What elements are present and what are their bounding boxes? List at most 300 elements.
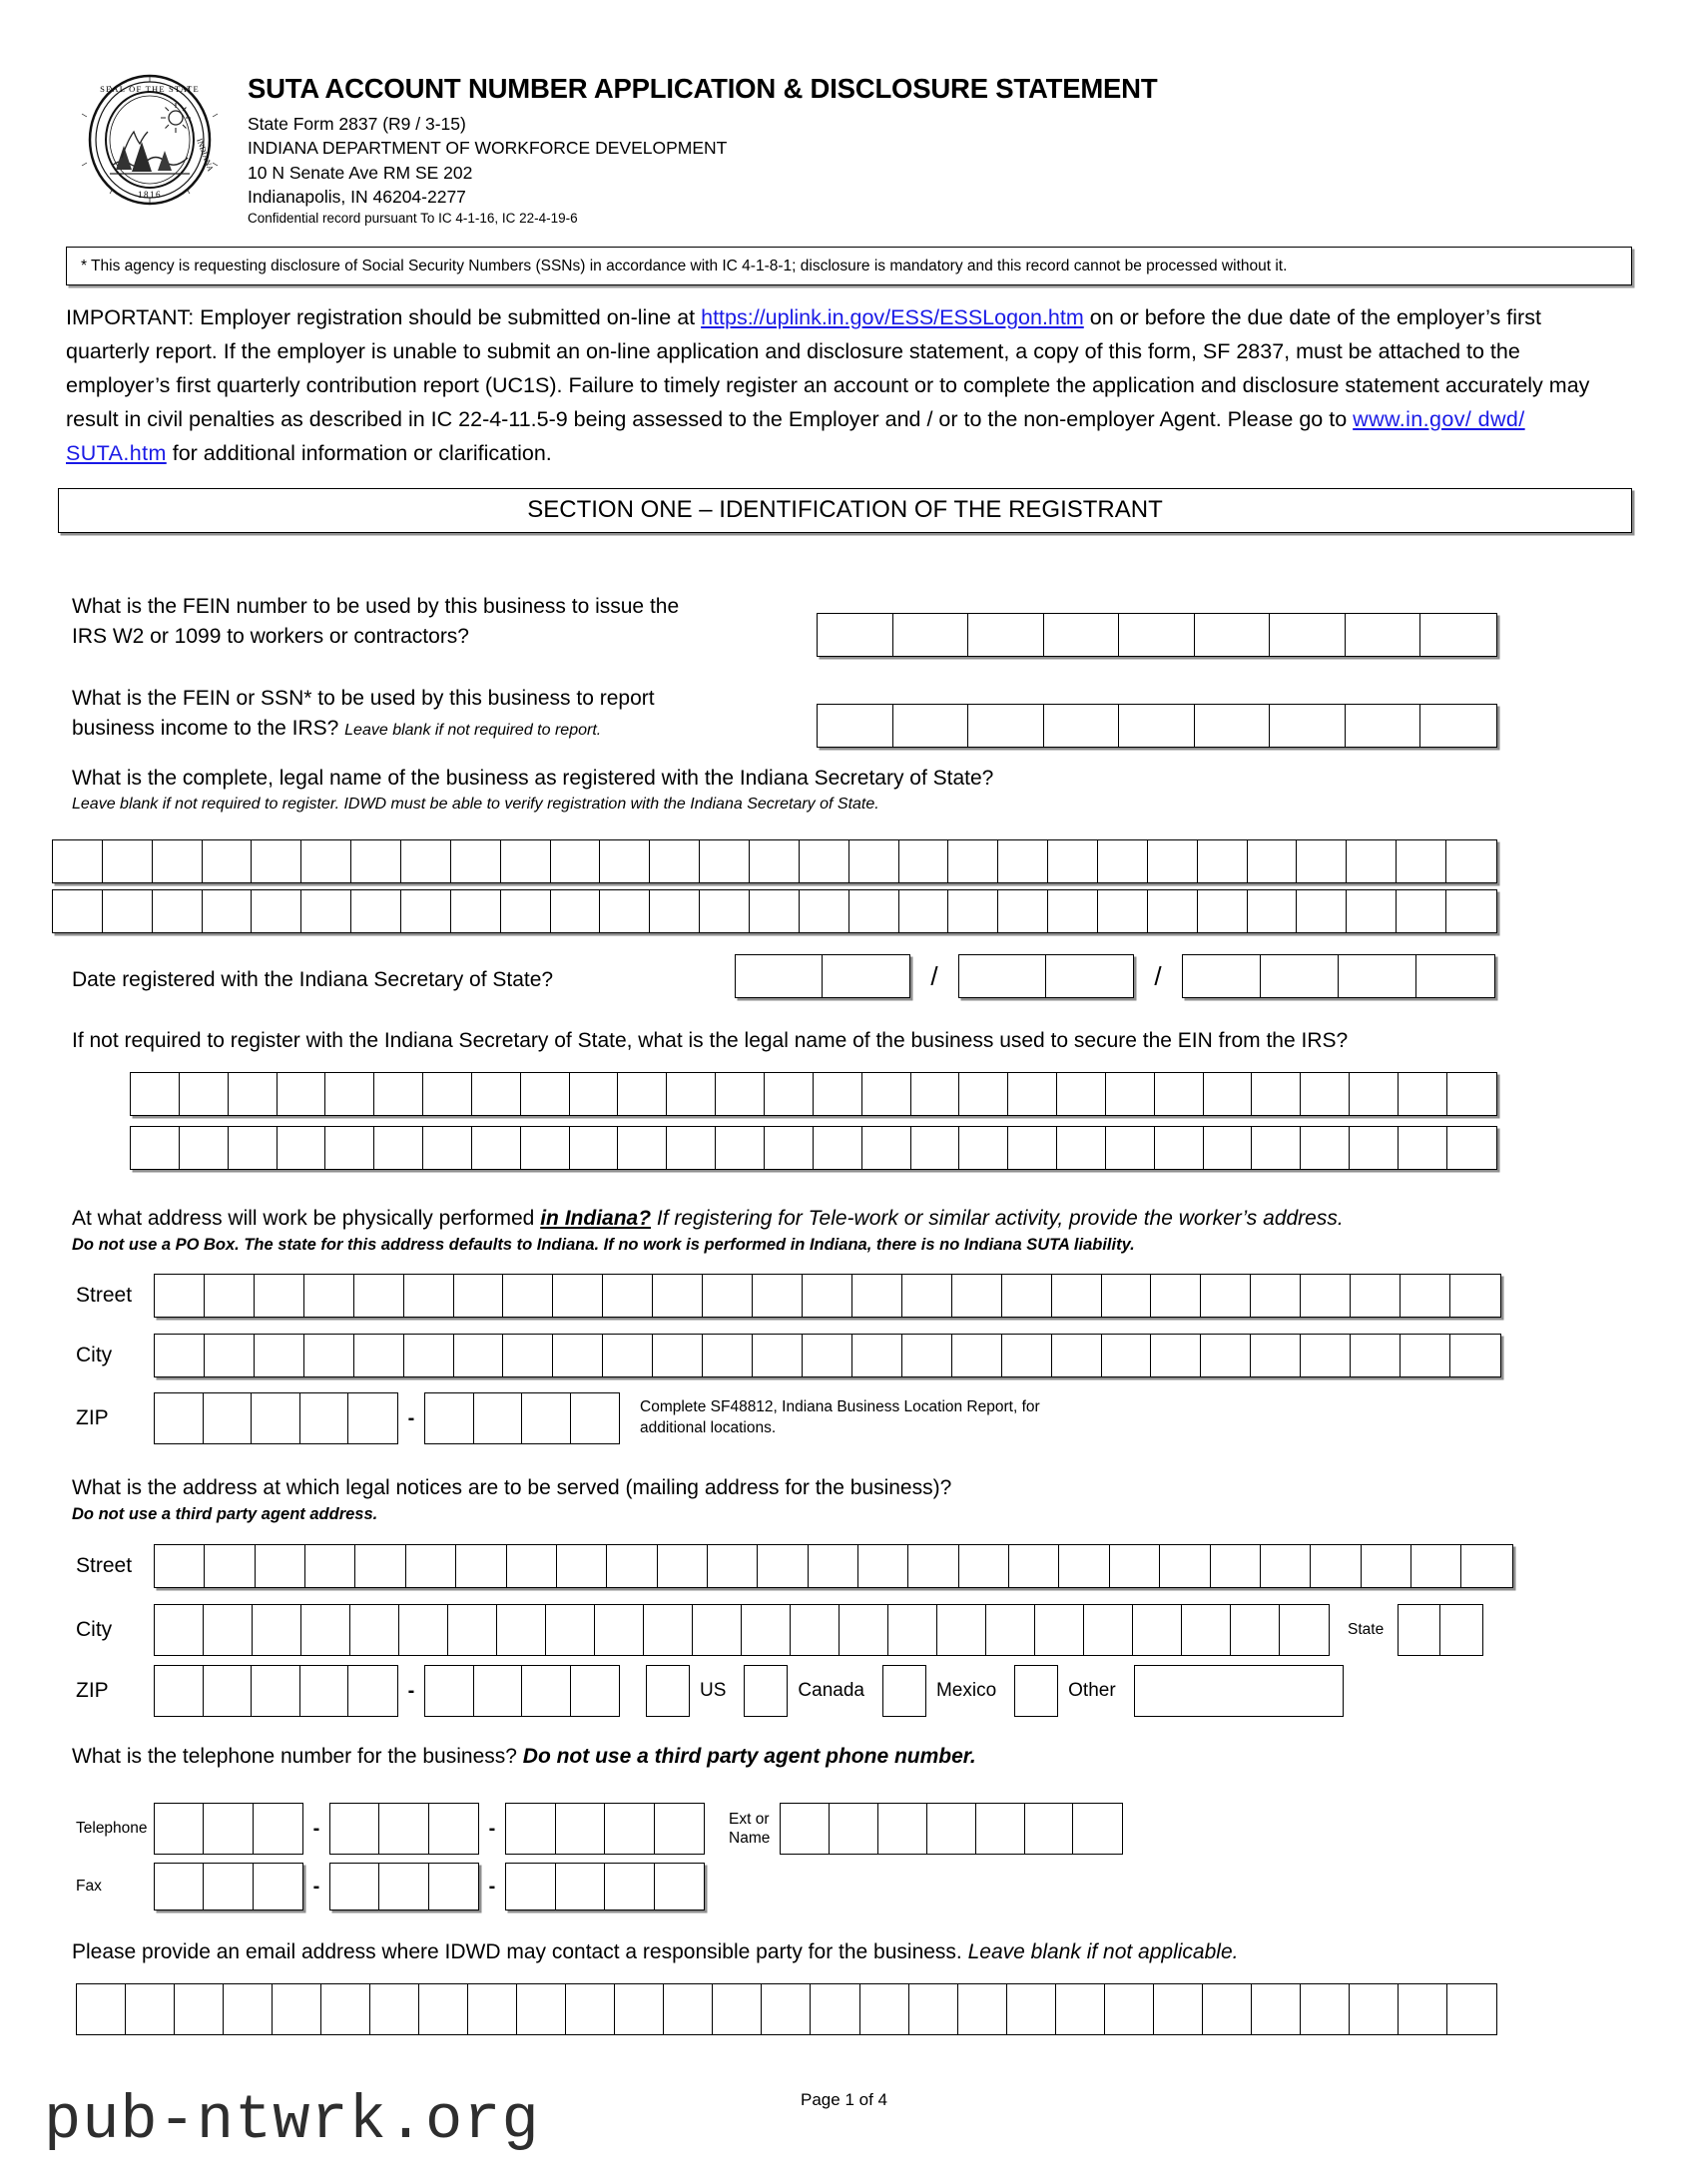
char-cell[interactable] (350, 1605, 399, 1655)
char-cell[interactable] (818, 705, 893, 747)
char-cell[interactable] (423, 1127, 472, 1169)
char-cell[interactable] (429, 1804, 478, 1854)
char-cell[interactable] (600, 840, 650, 882)
char-cell[interactable] (902, 1275, 952, 1317)
char-cell[interactable] (254, 1804, 302, 1854)
char-cell[interactable] (781, 1804, 830, 1854)
char-cell[interactable] (703, 1275, 753, 1317)
char-cell[interactable] (1110, 1545, 1160, 1587)
char-cell[interactable] (1151, 1275, 1201, 1317)
char-cell[interactable] (1198, 840, 1248, 882)
char-cell[interactable] (1261, 1545, 1311, 1587)
char-cell[interactable] (325, 1073, 374, 1115)
char-cell[interactable] (155, 1804, 204, 1854)
char-cell[interactable] (1347, 890, 1397, 932)
char-cell[interactable] (830, 1804, 878, 1854)
char-cell[interactable] (791, 1605, 840, 1655)
char-cell[interactable] (650, 840, 700, 882)
char-cell[interactable] (429, 1864, 478, 1910)
char-cell[interactable] (603, 1275, 653, 1317)
char-cell[interactable] (506, 1864, 556, 1910)
char-cell[interactable] (1048, 840, 1098, 882)
char-cell[interactable] (404, 1335, 454, 1376)
char-cell[interactable] (605, 1804, 655, 1854)
char-cell[interactable] (570, 1073, 619, 1115)
char-cell[interactable] (1261, 955, 1339, 997)
char-cell[interactable] (908, 1545, 958, 1587)
char-cell[interactable] (948, 840, 998, 882)
char-cell[interactable] (374, 1127, 423, 1169)
country-checkbox-other[interactable] (1014, 1665, 1058, 1717)
char-cell[interactable] (899, 840, 949, 882)
char-cell[interactable] (204, 1605, 253, 1655)
char-cell[interactable] (803, 1335, 852, 1376)
char-cell[interactable] (406, 1545, 456, 1587)
char-cell[interactable] (175, 1984, 224, 2034)
char-cell[interactable] (1251, 1335, 1301, 1376)
char-cell[interactable] (224, 1984, 273, 2034)
char-cell[interactable] (155, 1335, 205, 1376)
char-cell[interactable] (814, 1127, 862, 1169)
char-cell[interactable] (254, 1864, 302, 1910)
char-cell[interactable] (273, 1984, 321, 2034)
char-cell[interactable] (155, 1666, 204, 1716)
char-cell[interactable] (1446, 890, 1496, 932)
char-cell[interactable] (53, 890, 103, 932)
char-cell[interactable] (155, 1275, 205, 1317)
char-cell[interactable] (252, 840, 301, 882)
char-cell[interactable] (556, 1804, 606, 1854)
char-cell[interactable] (501, 890, 551, 932)
uplink-logon-link[interactable]: https://uplink.in.gov/ESS/ESSLogon.htm (701, 305, 1084, 330)
char-cell[interactable] (1154, 1984, 1203, 2034)
char-cell[interactable] (952, 1335, 1002, 1376)
fein-ssn-input-grid[interactable] (817, 704, 1497, 748)
char-cell[interactable] (474, 1666, 523, 1716)
work-street-input-grid[interactable] (154, 1274, 1501, 1318)
char-cell[interactable] (252, 890, 301, 932)
char-cell[interactable] (860, 1984, 909, 2034)
char-cell[interactable] (204, 1393, 253, 1443)
char-cell[interactable] (1148, 840, 1198, 882)
char-cell[interactable] (1301, 1073, 1350, 1115)
char-cell[interactable] (301, 840, 351, 882)
char-cell[interactable] (1155, 1073, 1204, 1115)
char-cell[interactable] (1119, 614, 1195, 656)
char-cell[interactable] (451, 840, 501, 882)
char-cell[interactable] (818, 614, 893, 656)
char-cell[interactable] (155, 1393, 204, 1443)
char-cell[interactable] (644, 1605, 693, 1655)
char-cell[interactable] (878, 1804, 927, 1854)
fax-prefix-grid[interactable] (329, 1863, 479, 1911)
char-cell[interactable] (1350, 1984, 1399, 2034)
char-cell[interactable] (849, 890, 899, 932)
char-cell[interactable] (423, 1073, 472, 1115)
email-input-grid[interactable] (76, 1983, 1497, 2035)
char-cell[interactable] (1203, 1984, 1252, 2034)
char-cell[interactable] (1007, 1984, 1056, 2034)
mailing-zip-input-grid[interactable] (154, 1665, 398, 1717)
char-cell[interactable] (419, 1984, 468, 2034)
char-cell[interactable] (1102, 1335, 1152, 1376)
char-cell[interactable] (862, 1127, 911, 1169)
char-cell[interactable] (742, 1605, 791, 1655)
legal-name-grid-row2[interactable] (52, 889, 1497, 933)
char-cell[interactable] (205, 1275, 255, 1317)
char-cell[interactable] (700, 890, 750, 932)
char-cell[interactable] (256, 1545, 305, 1587)
char-cell[interactable] (77, 1984, 126, 2034)
char-cell[interactable] (153, 840, 203, 882)
char-cell[interactable] (379, 1864, 428, 1910)
char-cell[interactable] (1301, 1984, 1350, 2034)
char-cell[interactable] (1106, 1127, 1155, 1169)
char-cell[interactable] (1447, 1127, 1496, 1169)
char-cell[interactable] (1461, 1545, 1511, 1587)
char-cell[interactable] (521, 1073, 570, 1115)
char-cell[interactable] (618, 1127, 667, 1169)
char-cell[interactable] (1301, 1127, 1350, 1169)
char-cell[interactable] (180, 1073, 229, 1115)
char-cell[interactable] (1420, 614, 1496, 656)
char-cell[interactable] (503, 1335, 553, 1376)
char-cell[interactable] (472, 1127, 521, 1169)
char-cell[interactable] (103, 840, 153, 882)
char-cell[interactable] (425, 1666, 474, 1716)
work-zip-input-grid[interactable] (154, 1392, 398, 1444)
char-cell[interactable] (858, 1545, 908, 1587)
char-cell[interactable] (472, 1073, 521, 1115)
char-cell[interactable] (893, 614, 969, 656)
char-cell[interactable] (1450, 1275, 1500, 1317)
char-cell[interactable] (605, 1864, 655, 1910)
char-cell[interactable] (849, 840, 899, 882)
char-cell[interactable] (522, 1393, 571, 1443)
char-cell[interactable] (131, 1127, 180, 1169)
char-cell[interactable] (1270, 705, 1346, 747)
char-cell[interactable] (551, 840, 601, 882)
char-cell[interactable] (762, 1984, 811, 2034)
char-cell[interactable] (522, 1666, 571, 1716)
char-cell[interactable] (1102, 1275, 1152, 1317)
char-cell[interactable] (615, 1984, 664, 2034)
char-cell[interactable] (180, 1127, 229, 1169)
char-cell[interactable] (203, 840, 253, 882)
char-cell[interactable] (1098, 890, 1148, 932)
char-cell[interactable] (708, 1545, 758, 1587)
char-cell[interactable] (506, 1804, 556, 1854)
char-cell[interactable] (655, 1804, 705, 1854)
char-cell[interactable] (959, 1545, 1009, 1587)
char-cell[interactable] (330, 1864, 379, 1910)
char-cell[interactable] (507, 1545, 557, 1587)
char-cell[interactable] (1204, 1127, 1253, 1169)
legal-name-grid-row1[interactable] (52, 839, 1497, 883)
char-cell[interactable] (607, 1545, 657, 1587)
char-cell[interactable] (1446, 840, 1496, 882)
char-cell[interactable] (229, 1073, 278, 1115)
char-cell[interactable] (736, 955, 823, 997)
char-cell[interactable] (1362, 1545, 1411, 1587)
char-cell[interactable] (1002, 1335, 1052, 1376)
char-cell[interactable] (700, 840, 750, 882)
char-cell[interactable] (1098, 840, 1148, 882)
char-cell[interactable] (503, 1275, 553, 1317)
char-cell[interactable] (1044, 705, 1120, 747)
char-cell[interactable] (404, 1275, 454, 1317)
char-cell[interactable] (1106, 1073, 1155, 1115)
char-cell[interactable] (229, 1127, 278, 1169)
char-cell[interactable] (765, 1127, 814, 1169)
char-cell[interactable] (862, 1073, 911, 1115)
char-cell[interactable] (800, 840, 849, 882)
char-cell[interactable] (1148, 890, 1198, 932)
char-cell[interactable] (1025, 1804, 1074, 1854)
char-cell[interactable] (370, 1984, 419, 2034)
char-cell[interactable] (1252, 1073, 1301, 1115)
telephone-prefix-grid[interactable] (329, 1803, 479, 1855)
char-cell[interactable] (203, 890, 253, 932)
char-cell[interactable] (1084, 1605, 1133, 1655)
char-cell[interactable] (1195, 705, 1271, 747)
char-cell[interactable] (823, 955, 909, 997)
char-cell[interactable] (650, 890, 700, 932)
char-cell[interactable] (425, 1393, 474, 1443)
char-cell[interactable] (948, 890, 998, 932)
char-cell[interactable] (252, 1666, 300, 1716)
char-cell[interactable] (1035, 1605, 1084, 1655)
char-cell[interactable] (1009, 1545, 1059, 1587)
char-cell[interactable] (454, 1275, 504, 1317)
char-cell[interactable] (911, 1127, 960, 1169)
char-cell[interactable] (204, 1864, 253, 1910)
char-cell[interactable] (1270, 614, 1346, 656)
char-cell[interactable] (888, 1605, 937, 1655)
char-cell[interactable] (1002, 1275, 1052, 1317)
char-cell[interactable] (1420, 705, 1496, 747)
char-cell[interactable] (1301, 1275, 1351, 1317)
char-cell[interactable] (304, 1335, 354, 1376)
char-cell[interactable] (1151, 1335, 1201, 1376)
char-cell[interactable] (1248, 890, 1298, 932)
char-cell[interactable] (556, 1864, 606, 1910)
char-cell[interactable] (750, 840, 800, 882)
char-cell[interactable] (448, 1605, 497, 1655)
char-cell[interactable] (1052, 1275, 1102, 1317)
char-cell[interactable] (852, 1335, 902, 1376)
suta-info-link[interactable]: www.in.gov/ dwd/ SUTA.htm (66, 406, 1525, 465)
char-cell[interactable] (998, 890, 1048, 932)
char-cell[interactable] (546, 1605, 595, 1655)
ein-name-grid-row1[interactable] (130, 1072, 1497, 1116)
char-cell[interactable] (255, 1335, 304, 1376)
char-cell[interactable] (1182, 1605, 1231, 1655)
char-cell[interactable] (1399, 1073, 1447, 1115)
mailing-zip-plus4-grid[interactable] (424, 1665, 620, 1717)
char-cell[interactable] (1204, 1073, 1253, 1115)
char-cell[interactable] (153, 890, 203, 932)
char-cell[interactable] (1401, 1275, 1450, 1317)
char-cell[interactable] (454, 1335, 504, 1376)
char-cell[interactable] (1052, 1335, 1102, 1376)
char-cell[interactable] (1160, 1545, 1210, 1587)
char-cell[interactable] (1073, 1804, 1122, 1854)
char-cell[interactable] (325, 1127, 374, 1169)
char-cell[interactable] (304, 1275, 354, 1317)
char-cell[interactable] (1008, 1127, 1057, 1169)
char-cell[interactable] (1155, 1127, 1204, 1169)
char-cell[interactable] (852, 1275, 902, 1317)
char-cell[interactable] (1198, 890, 1248, 932)
char-cell[interactable] (653, 1275, 703, 1317)
char-cell[interactable] (703, 1335, 753, 1376)
char-cell[interactable] (1301, 1335, 1351, 1376)
char-cell[interactable] (1133, 1605, 1182, 1655)
char-cell[interactable] (355, 1545, 405, 1587)
char-cell[interactable] (300, 1666, 349, 1716)
char-cell[interactable] (1297, 890, 1347, 932)
char-cell[interactable] (927, 1804, 976, 1854)
char-cell[interactable] (753, 1275, 803, 1317)
char-cell[interactable] (501, 840, 551, 882)
char-cell[interactable] (451, 890, 501, 932)
char-cell[interactable] (803, 1275, 852, 1317)
char-cell[interactable] (1183, 955, 1261, 997)
char-cell[interactable] (716, 1073, 765, 1115)
char-cell[interactable] (976, 1804, 1025, 1854)
char-cell[interactable] (753, 1335, 803, 1376)
char-cell[interactable] (1280, 1605, 1329, 1655)
char-cell[interactable] (379, 1804, 428, 1854)
char-cell[interactable] (765, 1073, 814, 1115)
char-cell[interactable] (667, 1073, 716, 1115)
char-cell[interactable] (1350, 1073, 1399, 1115)
char-cell[interactable] (1057, 1073, 1106, 1115)
char-cell[interactable] (103, 890, 153, 932)
char-cell[interactable] (1351, 1275, 1401, 1317)
char-cell[interactable] (1399, 1605, 1440, 1655)
char-cell[interactable] (937, 1605, 986, 1655)
char-cell[interactable] (911, 1073, 960, 1115)
char-cell[interactable] (205, 1545, 255, 1587)
char-cell[interactable] (401, 840, 451, 882)
char-cell[interactable] (893, 705, 969, 747)
char-cell[interactable] (1411, 1545, 1461, 1587)
char-cell[interactable] (1048, 890, 1098, 932)
char-cell[interactable] (713, 1984, 762, 2034)
char-cell[interactable] (551, 890, 601, 932)
char-cell[interactable] (399, 1605, 448, 1655)
char-cell[interactable] (252, 1393, 300, 1443)
char-cell[interactable] (809, 1545, 858, 1587)
char-cell[interactable] (474, 1393, 523, 1443)
char-cell[interactable] (1347, 840, 1397, 882)
char-cell[interactable] (521, 1127, 570, 1169)
char-cell[interactable] (1339, 955, 1416, 997)
char-cell[interactable] (53, 840, 103, 882)
char-cell[interactable] (131, 1073, 180, 1115)
char-cell[interactable] (1057, 1127, 1106, 1169)
char-cell[interactable] (1447, 1984, 1496, 2034)
country-other-input[interactable] (1134, 1665, 1344, 1717)
char-cell[interactable] (278, 1127, 326, 1169)
char-cell[interactable] (570, 1127, 619, 1169)
char-cell[interactable] (899, 890, 949, 932)
char-cell[interactable] (155, 1864, 204, 1910)
char-cell[interactable] (1119, 705, 1195, 747)
char-cell[interactable] (301, 890, 351, 932)
char-cell[interactable] (750, 890, 800, 932)
fax-line-grid[interactable] (505, 1863, 705, 1911)
char-cell[interactable] (1105, 1984, 1154, 2034)
char-cell[interactable] (351, 840, 401, 882)
char-cell[interactable] (1440, 1605, 1482, 1655)
char-cell[interactable] (959, 1073, 1008, 1115)
char-cell[interactable] (497, 1605, 546, 1655)
char-cell[interactable] (566, 1984, 615, 2034)
char-cell[interactable] (909, 1984, 958, 2034)
date-year-grid[interactable] (1182, 954, 1495, 998)
date-day-grid[interactable] (958, 954, 1134, 998)
char-cell[interactable] (595, 1605, 644, 1655)
char-cell[interactable] (814, 1073, 862, 1115)
char-cell[interactable] (204, 1804, 253, 1854)
char-cell[interactable] (1252, 1984, 1301, 2034)
char-cell[interactable] (278, 1073, 326, 1115)
char-cell[interactable] (1044, 614, 1120, 656)
fax-area-grid[interactable] (154, 1863, 303, 1911)
ein-name-grid-row2[interactable] (130, 1126, 1497, 1170)
char-cell[interactable] (1346, 614, 1421, 656)
char-cell[interactable] (571, 1393, 620, 1443)
fein-w2-input-grid[interactable] (817, 613, 1497, 657)
char-cell[interactable] (305, 1545, 355, 1587)
char-cell[interactable] (374, 1073, 423, 1115)
char-cell[interactable] (664, 1984, 713, 2034)
char-cell[interactable] (1252, 1127, 1301, 1169)
char-cell[interactable] (517, 1984, 566, 2034)
char-cell[interactable] (811, 1984, 859, 2034)
char-cell[interactable] (1397, 840, 1446, 882)
char-cell[interactable] (968, 705, 1044, 747)
char-cell[interactable] (658, 1545, 708, 1587)
char-cell[interactable] (354, 1335, 404, 1376)
char-cell[interactable] (758, 1545, 808, 1587)
char-cell[interactable] (600, 890, 650, 932)
char-cell[interactable] (1416, 955, 1494, 997)
extension-input-grid[interactable] (780, 1803, 1123, 1855)
char-cell[interactable] (1399, 1127, 1447, 1169)
char-cell[interactable] (571, 1666, 620, 1716)
char-cell[interactable] (1201, 1335, 1251, 1376)
char-cell[interactable] (618, 1073, 667, 1115)
char-cell[interactable] (959, 955, 1046, 997)
char-cell[interactable] (557, 1545, 607, 1587)
char-cell[interactable] (840, 1605, 888, 1655)
char-cell[interactable] (1195, 614, 1271, 656)
char-cell[interactable] (205, 1335, 255, 1376)
char-cell[interactable] (348, 1393, 397, 1443)
date-month-grid[interactable] (735, 954, 910, 998)
char-cell[interactable] (1450, 1335, 1500, 1376)
char-cell[interactable] (603, 1335, 653, 1376)
char-cell[interactable] (1059, 1545, 1109, 1587)
char-cell[interactable] (902, 1335, 952, 1376)
char-cell[interactable] (1056, 1984, 1105, 2034)
char-cell[interactable] (468, 1984, 517, 2034)
char-cell[interactable] (952, 1275, 1002, 1317)
